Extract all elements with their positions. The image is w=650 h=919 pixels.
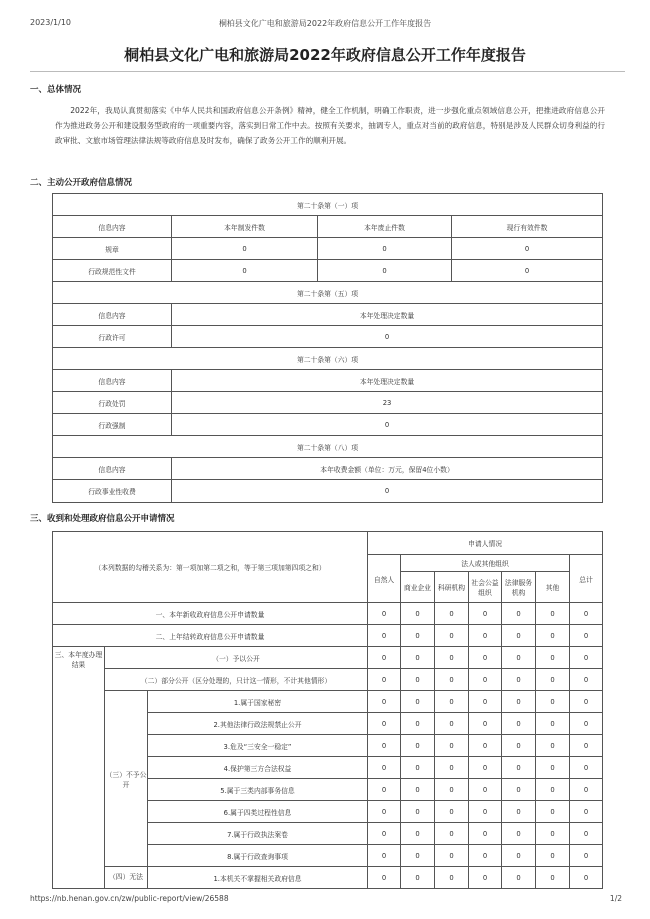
table-cell: 0 [401,735,435,757]
table-cell: 0 [172,260,318,282]
table-cell: 0 [452,260,603,282]
table-cell: 0 [401,867,435,889]
table-cell: 0 [570,603,603,625]
table-cell: 0 [469,757,502,779]
document-title: 桐柏县文化广电和旅游局2022年政府信息公开工作年度报告 [124,46,526,64]
table-cell: 0 [502,823,536,845]
table-cell: 0 [570,779,603,801]
table-row [53,392,603,414]
row-group-label: （三）不予公开 [105,691,148,867]
column-header: 法人或其他组织 [401,555,570,572]
column-header: 商业企业 [401,572,435,603]
table-cell: 0 [401,603,435,625]
table-cell: 0 [570,867,603,889]
table-cell: 0 [536,845,570,867]
table-cell: 0 [435,867,469,889]
table-cell: 0 [536,779,570,801]
table-cell: 0 [368,713,401,735]
table-cell: 0 [536,625,570,647]
column-header: 法律服务机构 [502,572,536,603]
table-cell: 0 [570,735,603,757]
table-cell: 0 [435,823,469,845]
table-row [53,669,603,691]
column-header: 信息内容 [53,216,172,238]
table-cell: 0 [435,735,469,757]
table-cell: 0 [570,757,603,779]
table-cell: 0 [368,779,401,801]
table-cell: 0 [570,647,603,669]
table-cell: 0 [172,326,603,348]
column-header: 本年处理决定数量 [172,304,603,326]
table-cell: 0 [502,647,536,669]
table-cell: 0 [469,691,502,713]
table-cell: 23 [172,392,603,414]
row-label: 行政规范性文件 [53,260,172,282]
row-label: （二）部分公开（区分处理的，只计这一情形，不计其他情形） [105,669,368,691]
page-url: https://nb.henan.gov.cn/zw/public-report/view/26588 [30,894,229,903]
column-header: 信息内容 [53,458,172,480]
column-header: 本年处理决定数量 [172,370,603,392]
row-label: 4.保护第三方合法权益 [148,757,368,779]
table-cell: 0 [401,647,435,669]
article-header: 第二十条第（五）项 [53,282,603,304]
table-cell: 0 [368,867,401,889]
table-cell: 0 [435,625,469,647]
row-label: 行政事业性收费 [53,480,172,503]
column-header: 本年制发件数 [172,216,318,238]
article-header: 第二十条第（八）项 [53,436,603,458]
row-label: 8.属于行政查询事项 [148,845,368,867]
table-cell: 0 [435,647,469,669]
column-header: 其他 [536,572,570,603]
table-cell: 0 [368,735,401,757]
row-label: 行政许可 [53,326,172,348]
table-cell: 0 [570,823,603,845]
row-label: 7.属于行政执法案卷 [148,823,368,845]
table-cell: 0 [172,238,318,260]
table-cell: 0 [452,238,603,260]
table-cell: 0 [435,713,469,735]
table-cell: 0 [318,260,452,282]
table-cell: 0 [502,757,536,779]
table-cell: 0 [435,757,469,779]
table-cell: 0 [536,691,570,713]
table-cell: 0 [435,691,469,713]
table-cell: 0 [172,414,603,436]
row-group-label: （四）无法 [105,867,148,889]
table-cell: 0 [536,801,570,823]
row-label: 2.其他法律行政法规禁止公开 [148,713,368,735]
table-cell: 0 [536,713,570,735]
table-row [53,238,603,260]
table-cell: 0 [502,713,536,735]
table-row [53,647,603,669]
table-cell: 0 [368,647,401,669]
table-row [53,414,603,436]
table-cell: 0 [435,801,469,823]
table-cell: 0 [469,867,502,889]
table-cell: 0 [368,823,401,845]
table-cell: 0 [368,801,401,823]
table-row [53,867,603,889]
row-label: 规章 [53,238,172,260]
table-cell: 0 [502,735,536,757]
section-heading-applications: 三、收到和处理政府信息公开申请情况 [30,514,175,524]
column-header: 自然人 [368,555,401,603]
table-cell: 0 [536,603,570,625]
table-row [53,603,603,625]
section-heading-overview: 一、总体情况 [30,85,82,95]
table-cell: 0 [469,823,502,845]
table-cell: 0 [435,779,469,801]
row-label: 3.危及“三安全一稳定” [148,735,368,757]
table-cell: 0 [570,669,603,691]
column-header: 信息内容 [53,304,172,326]
table-cell: 0 [536,823,570,845]
table-row [53,260,603,282]
table-cell: 0 [502,669,536,691]
page-number: 1/2 [609,894,622,903]
table-cell: 0 [469,713,502,735]
row-label: 6.属于四类过程性信息 [148,801,368,823]
table-cell: 0 [469,603,502,625]
table-cell: 0 [536,647,570,669]
table-cell: 0 [401,713,435,735]
table-cell: 0 [570,801,603,823]
table-cell: 0 [368,669,401,691]
table-cell: 0 [435,603,469,625]
table-cell: 0 [401,691,435,713]
section-heading-active-disclosure: 二、主动公开政府信息情况 [30,178,133,188]
table-cell: 0 [502,691,536,713]
table-cell: 0 [570,845,603,867]
table-cell: 0 [469,735,502,757]
row-group-label: 三、本年度办理结果 [53,647,105,889]
title-divider [30,71,625,72]
table-cell: 0 [469,801,502,823]
column-header: 社会公益组织 [469,572,502,603]
table-cell: 0 [401,669,435,691]
table-cell: 0 [435,669,469,691]
row-label: 一、本年新收政府信息公开申请数量 [53,603,368,625]
table-cell: 0 [318,238,452,260]
table-cell: 0 [469,625,502,647]
table-row [53,691,603,713]
applications-table [52,531,603,889]
table-cell: 0 [536,757,570,779]
table-cell: 0 [502,603,536,625]
row-label: 行政强制 [53,414,172,436]
column-header: 申请人情况 [368,532,603,555]
row-label: 1.本机关不掌握相关政府信息 [148,867,368,889]
table-row [53,625,603,647]
column-header: 信息内容 [53,370,172,392]
active-disclosure-table [52,193,603,503]
article-header: 第二十条第（一）项 [53,194,603,216]
table-cell: 0 [368,845,401,867]
row-label: 行政处罚 [53,392,172,414]
table-cell: 0 [368,691,401,713]
table-cell: 0 [536,669,570,691]
table-cell: 0 [368,603,401,625]
row-label: 5.属于三类内部事务信息 [148,779,368,801]
print-date: 2023/1/10 [30,18,72,27]
print-header-title: 桐柏县文化广电和旅游局2022年政府信息公开工作年度报告 [218,19,432,28]
table-cell: 0 [502,867,536,889]
table-cell: 0 [502,625,536,647]
table-cell: 0 [401,801,435,823]
table-cell: 0 [536,867,570,889]
table-cell: 0 [368,625,401,647]
table-cell: 0 [570,691,603,713]
column-header: 本年废止件数 [318,216,452,238]
table-cell: 0 [469,845,502,867]
table-cell: 0 [401,823,435,845]
column-header: 科研机构 [435,572,469,603]
article-header: 第二十条第（六）项 [53,348,603,370]
row-label: 二、上年结转政府信息公开申请数量 [53,625,368,647]
table-note: （本列数据的勾稽关系为：第一项加第二项之和，等于第三项加第四项之和） [53,532,368,603]
table-cell: 0 [502,845,536,867]
table-cell: 0 [536,735,570,757]
column-header: 本年收费金额（单位：万元，保留4位小数） [172,458,603,480]
table-cell: 0 [502,801,536,823]
table-cell: 0 [435,845,469,867]
table-cell: 0 [469,779,502,801]
column-header: 现行有效件数 [452,216,603,238]
table-row [53,480,603,503]
column-header: 总计 [570,555,603,603]
table-cell: 0 [401,779,435,801]
table-cell: 0 [368,757,401,779]
table-cell: 0 [401,757,435,779]
table-cell: 0 [570,625,603,647]
table-cell: 0 [172,480,603,503]
overview-paragraph: 2022年，我局认真贯彻落实《中华人民共和国政府信息公开条例》精神，健全工作机制，明确工作职责，进一步强化重点领域信息公开，把推进政府信息公开作为推进政务公开和建设服务型政府的一项重要内容，落实到日常工作中去。按照有关要求，抽调专人，重点对当前的政府信息，特别是涉及人民群众切身利益的行政审批、文旅市场管理法律法规等政府信息及时发布，确保了政务公开工作的顺利开展。 [55,106,605,145]
table-cell: 0 [401,625,435,647]
table-row [53,326,603,348]
row-label: 1.属于国家秘密 [148,691,368,713]
table-cell: 0 [469,647,502,669]
table-cell: 0 [401,845,435,867]
row-label: （一）予以公开 [105,647,368,669]
table-cell: 0 [469,669,502,691]
table-cell: 0 [570,713,603,735]
table-cell: 0 [502,779,536,801]
